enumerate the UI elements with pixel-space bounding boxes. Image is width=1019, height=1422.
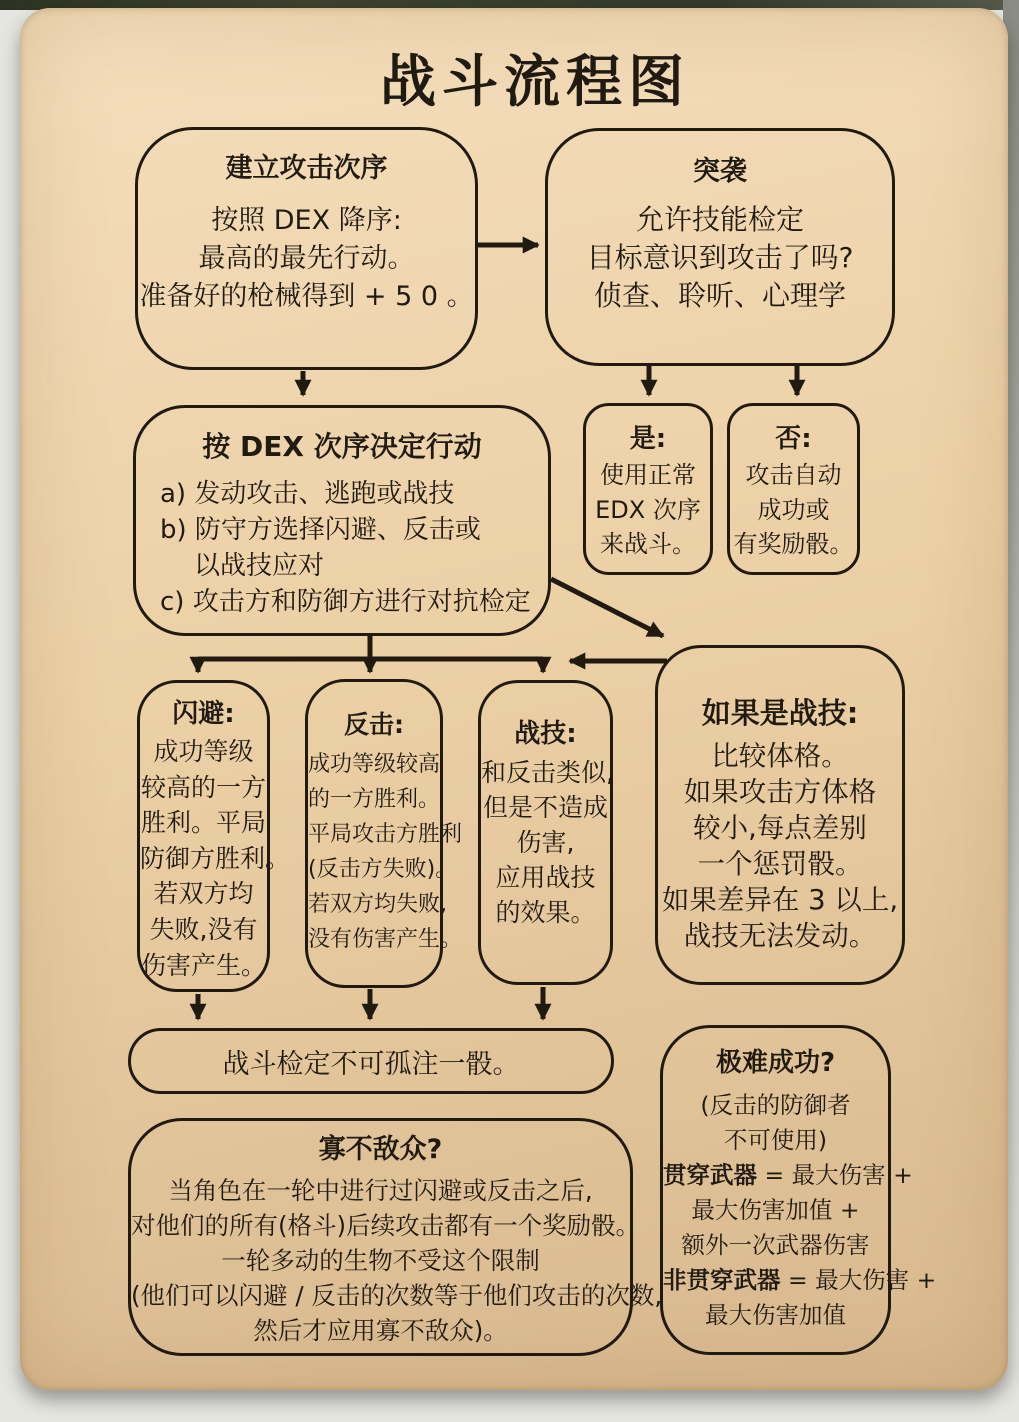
text-line: (反击方失败)。 [308, 857, 458, 882]
non-impaling-label: 非贯穿武器 [663, 1266, 781, 1294]
text-line: 成功或 [757, 495, 830, 524]
text-line: 额外一次武器伤害 [681, 1231, 870, 1259]
box-title: 极难成功? [715, 1048, 836, 1078]
box-surprise [545, 128, 895, 366]
box-dex-actions [133, 405, 551, 636]
box-body [140, 734, 291, 983]
text-line: 战技无法发动。 [683, 920, 877, 952]
text-line: 防御方胜利。 [140, 843, 291, 873]
box-body [586, 458, 710, 562]
box-no [727, 403, 860, 575]
box-body [658, 738, 902, 954]
text-line: 平局攻击方胜利 [308, 822, 463, 847]
text-line: (他们可以闪避 / 反击的次数等于他们攻击的次数, [131, 1281, 663, 1310]
box-establish-attack-order [135, 127, 478, 370]
text-line: 较小,每点差别 [693, 812, 867, 844]
text-line: 如果差异在 3 以上, [661, 884, 899, 916]
text-line: 允许技能检定 [635, 203, 804, 236]
text-line: 若双方均 [153, 879, 254, 909]
box-title: 否: [775, 424, 812, 454]
text-line: 成功等级 [153, 737, 254, 766]
text-line: 但是不造成 [482, 793, 608, 822]
text-line: 侦查、聆听、心理学 [593, 279, 846, 312]
text-line: a) 发动攻击、逃跑或战技 [160, 479, 455, 509]
text-line: 胜利。平局 [140, 808, 266, 838]
text-line: 一轮多动的生物不受这个限制 [221, 1246, 540, 1275]
non-impaling-eq: = 最大伤害 + [780, 1266, 937, 1294]
box-no-pushed-roll [128, 1028, 614, 1094]
non-impaling-lines [663, 1298, 888, 1333]
text-line: b) 防守方选择闪避、反击或 [160, 515, 481, 545]
text-line: (反击的防御者 [700, 1091, 851, 1119]
box-title: 建立攻击次序 [225, 153, 388, 184]
text-line: 最大伤害加值 [705, 1301, 846, 1329]
text-line: 准备好的枪械得到 + 5 0 。 [139, 281, 474, 312]
box-if-maneuver [655, 645, 905, 985]
box-outnumbered [128, 1118, 663, 1356]
page-title: 战斗流程图 [380, 50, 690, 115]
text-line: 不可使用) [723, 1126, 828, 1154]
box-extreme-success [660, 1025, 937, 1355]
text-line: 有奖励骰。 [733, 530, 854, 558]
box-title: 闪避: [172, 699, 235, 729]
impaling-formula [663, 1158, 913, 1193]
text-line: 最大伤害加值 + [691, 1196, 860, 1224]
box-title: 突袭 [693, 156, 747, 187]
text-line: 较高的一方 [140, 772, 266, 802]
box-body [548, 201, 892, 315]
box-body [136, 476, 548, 620]
text-line: 以战技应对 [194, 551, 325, 581]
box-title: 是: [629, 424, 667, 454]
box-body [730, 458, 857, 562]
box-body [138, 202, 475, 316]
text-line: 成功等级较高 [308, 752, 441, 777]
text-line: 的效果。 [495, 898, 596, 927]
box-body [131, 1173, 663, 1348]
box-title: 反击: [344, 710, 404, 739]
text-line: 最高的最先行动。 [198, 243, 415, 274]
impaling-label: 贯穿武器 [663, 1161, 757, 1189]
text-line: 比较体格。 [711, 740, 849, 772]
box-yes [583, 403, 713, 575]
text-line: 一个惩罚骰。 [697, 848, 863, 880]
text-line: EDX 次序 [595, 495, 701, 524]
text-line: 来战斗。 [600, 530, 696, 558]
text-line: 如果攻击方体格 [683, 776, 877, 808]
text-line: 使用正常 [600, 461, 696, 489]
text-line: 目标意识到攻击了吗? [586, 241, 854, 274]
text-line: 对他们的所有(格斗)后续攻击都有一个奖励骰。 [131, 1211, 641, 1240]
box-counter-attack [305, 679, 463, 988]
text-line: 然后才应用寡不敌众)。 [253, 1316, 508, 1345]
text-line: 失败,没有 [149, 914, 258, 944]
text-line: 当角色在一轮中进行过闪避或反击之后, [168, 1176, 593, 1205]
non-impaling-formula [663, 1263, 937, 1298]
text-line: c) 攻击方和防御方进行对抗检定 [160, 587, 531, 617]
box-title: 按 DEX 次序决定行动 [202, 430, 482, 463]
box-title: 战技: [514, 719, 577, 749]
box-body [308, 747, 463, 957]
impaling-lines [663, 1193, 888, 1263]
text-line: 伤害产生。 [140, 950, 266, 980]
text-line: 按照 DEX 降序: [211, 205, 402, 236]
text-line: 若双方均失败, [308, 892, 447, 917]
text-line: 没有伤害产生。 [308, 927, 463, 952]
box-text: 战斗检定不可孤注一骰。 [222, 1048, 520, 1080]
text-line: 攻击自动 [745, 461, 842, 489]
text-line: 应用战技 [495, 863, 596, 892]
text-line: 和反击类似, [481, 758, 614, 787]
box-title: 寡不敌众? [318, 1134, 443, 1165]
box-maneuver [478, 680, 613, 985]
box-title: 如果是战技: [701, 696, 859, 730]
box-body [481, 755, 614, 930]
text-line: 伤害, [516, 828, 575, 857]
impaling-eq: = 最大伤害 + [757, 1161, 913, 1189]
box-dodge [137, 680, 291, 992]
box-note [663, 1088, 888, 1158]
text-line: 的一方胜利。 [308, 787, 441, 812]
